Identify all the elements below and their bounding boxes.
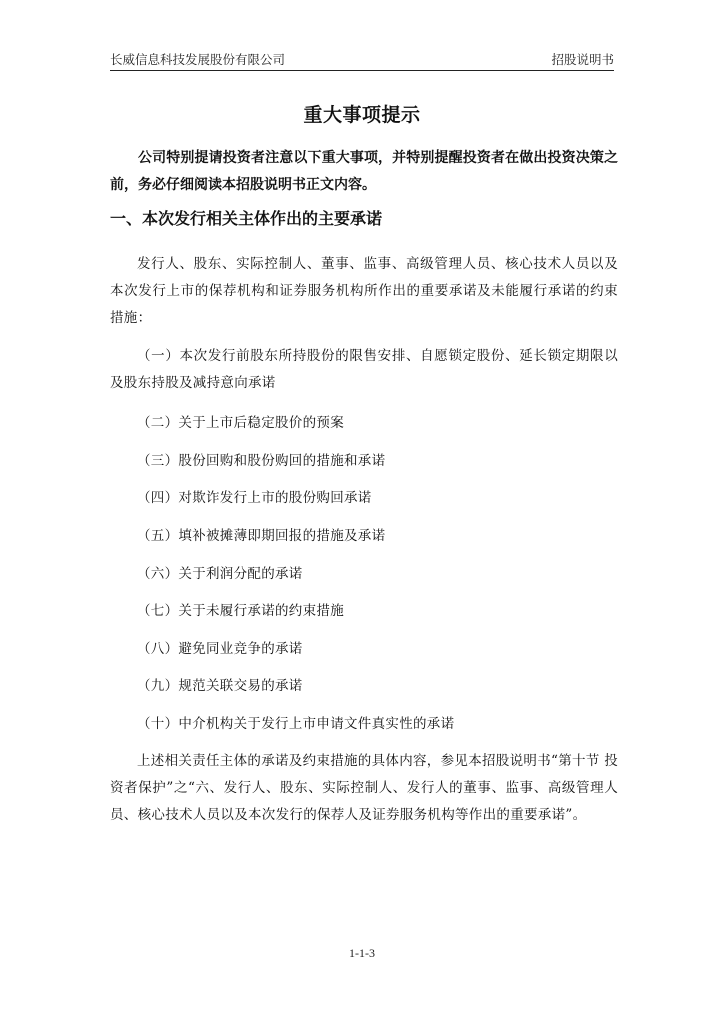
section-heading: 一、本次发行相关主体作出的主要承诺 bbox=[110, 209, 383, 228]
page-title: 重大事项提示 bbox=[303, 104, 421, 126]
page-number: 1-1-3 bbox=[349, 946, 375, 960]
list-item: （十）中介机构关于发行上市申请文件真实性的承诺 bbox=[137, 716, 455, 732]
intro-paragraph: 公司特别提请投资者注意以下重大事项，并特别提醒投资者在做出投资决策之前，务必仔细阅读本招股说明书正文内容。 bbox=[110, 150, 618, 193]
list-item: （三）股份回购和股份购回的措施和承诺 bbox=[137, 453, 386, 469]
list-item: （八）避免同业竞争的承诺 bbox=[137, 641, 303, 657]
closing-paragraph: 上述相关责任主体的承诺及约束措施的具体内容，参见本招股说明书“第十节 投资者保护”之“六、发行人、股东、实际控制人、发行人的董事、监事、高级管理人员、核心技术人员以及本次发行的保荐人及证券服务机构等作出的重要承诺”。 bbox=[110, 753, 618, 823]
header-document-type: 招股说明书 bbox=[551, 52, 614, 67]
page-header bbox=[110, 50, 614, 70]
header-divider bbox=[110, 70, 614, 71]
list-item: （九）规范关联交易的承诺 bbox=[137, 678, 303, 694]
list-item: （五）填补被摊薄即期回报的措施及承诺 bbox=[137, 528, 386, 544]
list-item: （六）关于利润分配的承诺 bbox=[137, 566, 303, 582]
list-item: （四）对欺诈发行上市的股份购回承诺 bbox=[137, 490, 372, 506]
list-item: （一）本次发行前股东所持股份的限售安排、自愿锁定股份、延长锁定期限以及股东持股及减持意向承诺 bbox=[110, 348, 618, 391]
list-item: （七）关于未履行承诺的约束措施 bbox=[137, 603, 344, 619]
section-paragraph: 发行人、股东、实际控制人、董事、监事、高级管理人员、核心技术人员以及本次发行上市的保荐机构和证券服务机构所作出的重要承诺及未能履行承诺的约束措施： bbox=[110, 256, 618, 326]
list-item: （二）关于上市后稳定股价的预案 bbox=[137, 415, 344, 431]
header-company-name: 长威信息科技发展股份有限公司 bbox=[110, 52, 286, 67]
